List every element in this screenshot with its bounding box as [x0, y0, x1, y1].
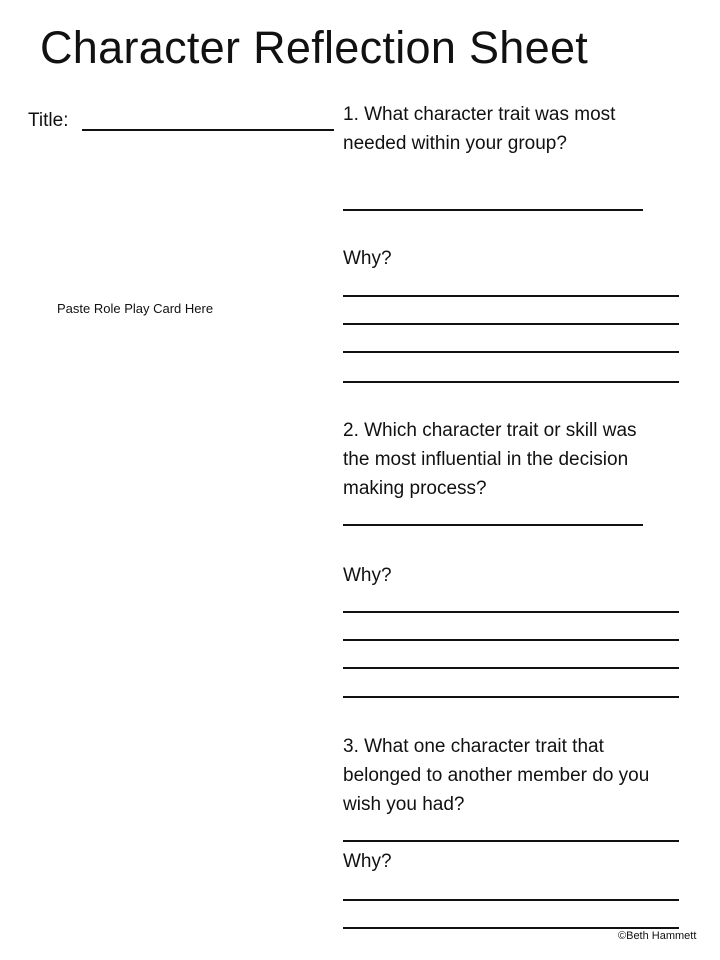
answer-1-line[interactable]: [343, 209, 643, 211]
why-1-line[interactable]: [343, 323, 679, 325]
why-3-line[interactable]: [343, 899, 679, 901]
why-label-2: Why?: [343, 565, 392, 586]
why-2-line[interactable]: [343, 696, 679, 698]
question-3: 3. What one character trait that belonged to another member do you wish you had?: [343, 736, 650, 815]
why-2-line[interactable]: [343, 667, 679, 669]
title-label: Title:: [28, 110, 69, 131]
why-2-line[interactable]: [343, 639, 679, 641]
question-1: 1. What character trait was most needed within your group?: [343, 104, 616, 154]
why-label-1: Why?: [343, 248, 392, 269]
why-3-line[interactable]: [343, 927, 679, 929]
why-2-line[interactable]: [343, 611, 679, 613]
why-1-line[interactable]: [343, 351, 679, 353]
role-play-card-area[interactable]: Paste Role Play Card Here: [57, 301, 214, 316]
page-title: Character Reflection Sheet: [40, 22, 589, 73]
title-field[interactable]: [82, 129, 334, 131]
answer-2-line[interactable]: [343, 524, 643, 526]
why-1-line[interactable]: [343, 295, 679, 297]
why-1-line[interactable]: [343, 381, 679, 383]
question-2: 2. Which character trait or skill was the most influential in the decision making process?: [343, 420, 637, 499]
answer-3-line[interactable]: [343, 840, 679, 842]
copyright: ©Beth Hammett: [618, 930, 697, 942]
why-label-3: Why?: [343, 851, 392, 872]
